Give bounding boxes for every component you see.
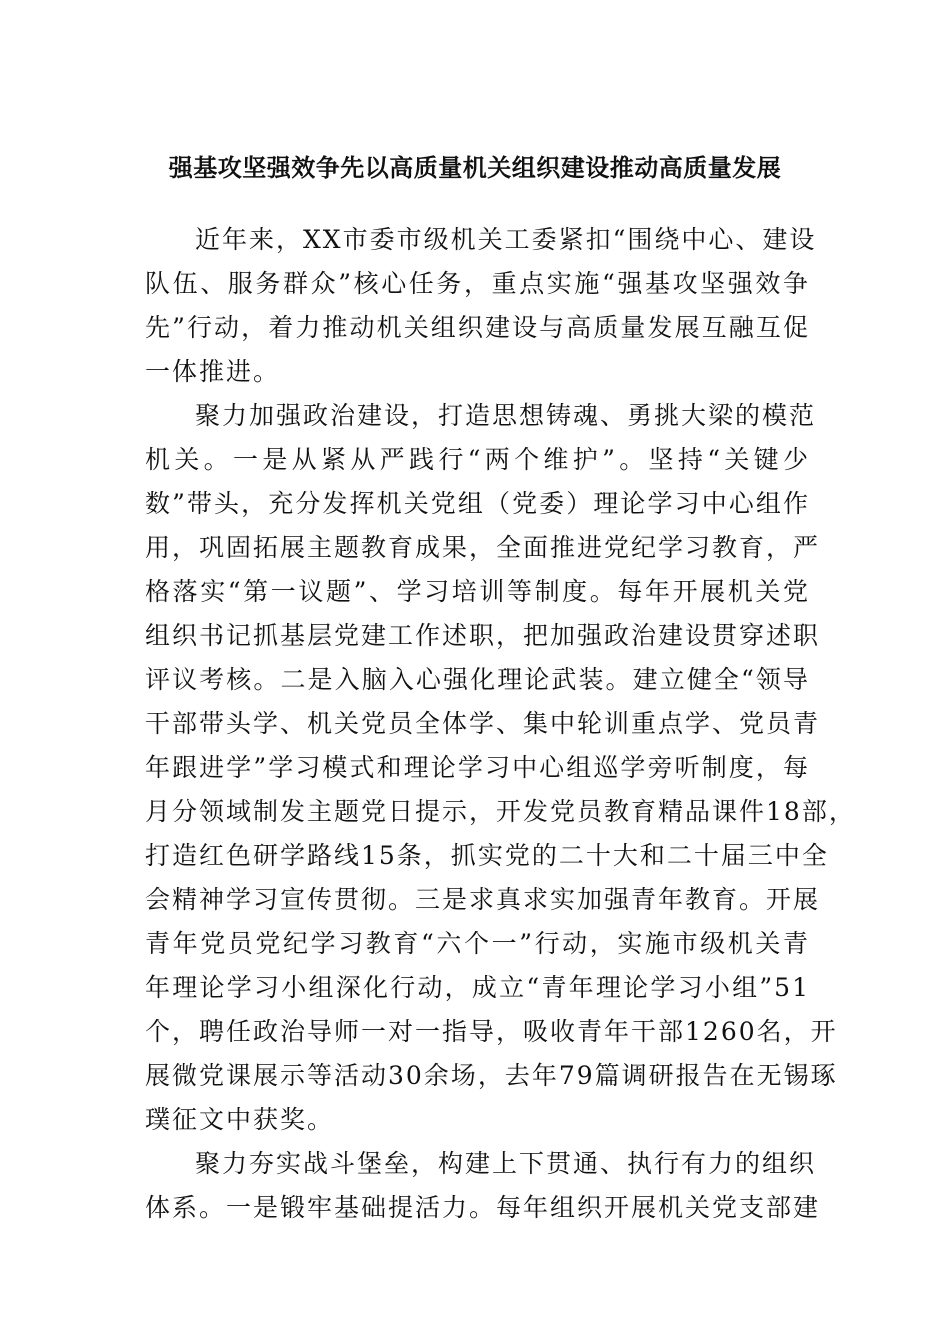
text-line: 组织书记抓基层党建工作述职，把加强政治建设贯穿述职 — [145, 621, 821, 650]
document-title: 强基攻坚强效争先以高质量机关组织建设推动高质量发展 — [168, 153, 782, 182]
text-line: 展微党课展示等活动30余场，去年79篇调研报告在无锡琢 — [145, 1061, 838, 1090]
paragraph-intro — [145, 218, 817, 394]
text-line: 评议考核。二是入脑入心强化理论武装。建立健全“领导 — [145, 665, 810, 694]
text-line: 先”行动，着力推动机关组织建设与高质量发展互融互促 — [145, 313, 810, 342]
text-line: 队伍、服务群众”核心任务，重点实施“强基攻坚强效争 — [145, 269, 810, 298]
document-body — [145, 218, 856, 1230]
text-line: 打造红色研学路线15条，抓实党的二十大和二十届三中全 — [145, 841, 829, 870]
text-line: 近年来，XX市委市级机关工委紧扣“围绕中心、建设 — [195, 225, 817, 254]
text-line: 数”带头，充分发挥机关党组（党委）理论学习中心组作 — [145, 489, 810, 518]
text-line: 会精神学习宣传贯彻。三是求真求实加强青年教育。开展 — [145, 885, 821, 914]
text-line: 聚力夯实战斗堡垒，构建上下贯通、执行有力的组织 — [195, 1149, 817, 1178]
text-line: 格落实“第一议题”、学习培训等制度。每年开展机关党 — [145, 577, 810, 606]
text-line: 璞征文中获奖。 — [145, 1105, 335, 1134]
text-line: 年理论学习小组深化行动，成立“青年理论学习小组”51 — [145, 973, 810, 1002]
text-line: 月分领域制发主题党日提示，开发党员教育精品课件18部， — [145, 797, 856, 826]
paragraph-political-construction — [145, 394, 856, 1142]
text-line: 青年党员党纪学习教育“六个一”行动，实施市级机关青 — [145, 929, 810, 958]
text-line: 干部带头学、机关党员全体学、集中轮训重点学、党员青 — [145, 709, 821, 738]
text-line: 体系。一是锻牢基础提活力。每年组织开展机关党支部建 — [145, 1193, 821, 1222]
text-line: 用，巩固拓展主题教育成果，全面推进党纪学习教育，严 — [145, 533, 821, 562]
text-line: 机关。一是从紧从严践行“两个维护”。坚持“关键少 — [145, 445, 810, 474]
paragraph-combat-fortress — [145, 1142, 821, 1230]
text-line: 一体推进。 — [145, 357, 281, 386]
text-line: 年跟进学”学习模式和理论学习中心组巡学旁听制度，每 — [145, 753, 810, 782]
text-line: 个，聘任政治导师一对一指导，吸收青年干部1260名，开 — [145, 1017, 838, 1046]
text-line: 聚力加强政治建设，打造思想铸魂、勇挑大梁的模范 — [195, 401, 817, 430]
